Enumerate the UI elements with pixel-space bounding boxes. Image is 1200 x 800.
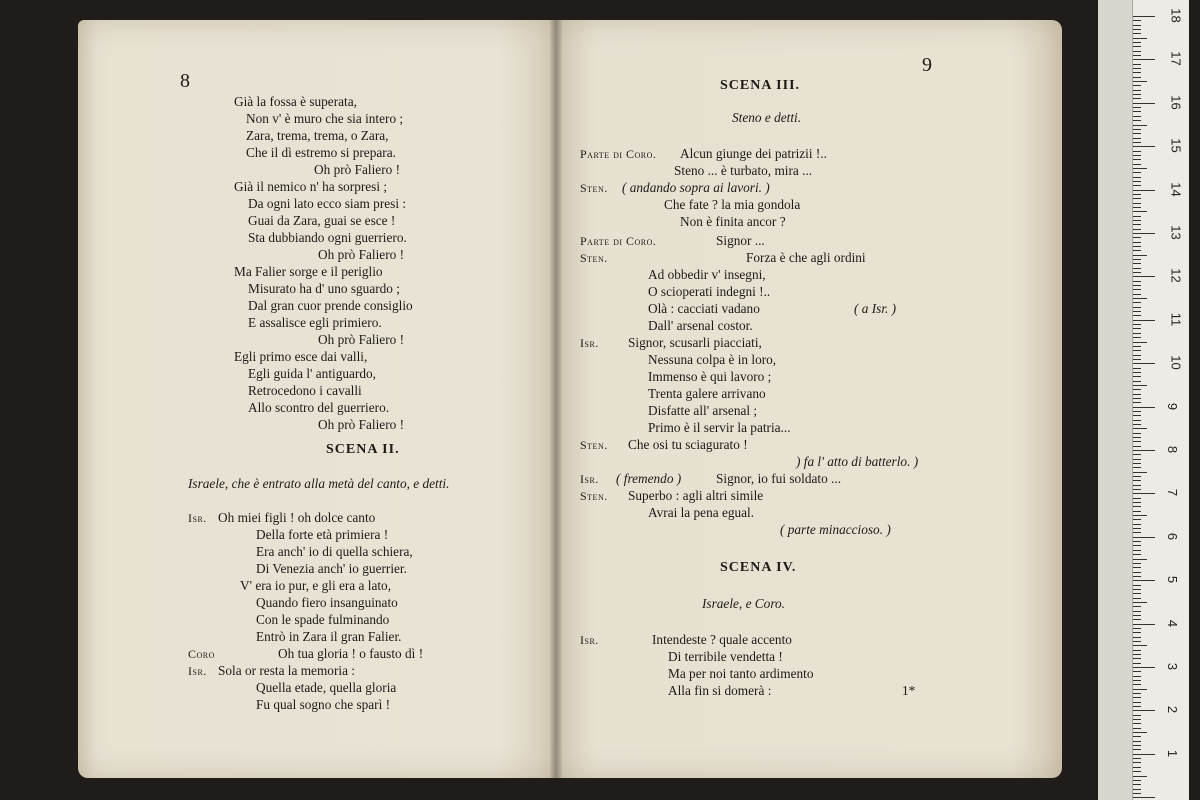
dialogue-line: Non è finita ancor ?: [680, 214, 786, 229]
ruler-tick: [1133, 220, 1141, 221]
speaker: Sten.: [580, 181, 608, 195]
ruler-tick: [1133, 20, 1141, 21]
ruler-tick: [1133, 580, 1155, 581]
ruler-tick: [1133, 168, 1147, 169]
dialogue-line: O scioperati indegni !..: [648, 284, 771, 299]
ruler-tick: [1133, 138, 1141, 139]
ruler-number: 16: [1168, 95, 1184, 110]
ruler-tick: [1133, 72, 1141, 73]
ruler-number: 17: [1168, 51, 1184, 67]
ruler-tick: [1133, 489, 1141, 490]
ruler-tick: [1133, 276, 1155, 277]
ruler-tick: [1133, 94, 1141, 95]
ruler-tick: [1133, 689, 1147, 690]
verse-line: Non v' è muro che sia intero ;: [246, 111, 404, 126]
dialogue-line: Di terribile vendetta !: [668, 649, 783, 664]
ruler-tick: [1133, 667, 1155, 668]
ruler-tick: [1133, 719, 1141, 720]
verse-line: Dal gran cuor prende consiglio: [248, 298, 413, 313]
verse-line: Oh prò Faliero !: [318, 247, 405, 262]
ruler-tick: [1133, 246, 1141, 247]
ruler-tick: [1133, 450, 1155, 451]
ruler-tick: [1133, 585, 1141, 586]
ruler-tick: [1133, 185, 1141, 186]
dialogue-line: Superbo : agli altri simile: [628, 488, 764, 503]
dialogue-line: Olà : cacciati vadano: [648, 301, 760, 316]
ruler-tick: [1133, 107, 1141, 108]
dialogue-line: Oh tua gloria ! o fausto dì !: [278, 646, 424, 661]
speaker: Coro: [188, 647, 215, 661]
ruler-tick: [1133, 307, 1141, 308]
ruler-tick: [1133, 671, 1141, 672]
verse-line: Egli guida l' antiguardo,: [248, 366, 376, 381]
ruler-tick: [1133, 541, 1141, 542]
right-page: [556, 20, 1062, 778]
ruler-tick: [1133, 302, 1141, 303]
speaker: Isr.: [188, 664, 207, 678]
ruler-number: 14: [1168, 181, 1184, 197]
open-book: [78, 20, 1062, 778]
ruler-tick: [1133, 480, 1141, 481]
speaker: Isr.: [188, 511, 207, 525]
ruler-tick: [1133, 437, 1141, 438]
verse-line: Che il dì estremo si prepara.: [246, 145, 396, 160]
ruler-tick: [1133, 563, 1141, 564]
speaker: Isr.: [580, 472, 599, 486]
ruler-tick: [1133, 693, 1141, 694]
ruler-number: 5: [1165, 576, 1181, 584]
dialogue-line: Immenso è qui lavoro ;: [648, 369, 772, 384]
dialogue-line: Alcun giunge dei patrizii !..: [680, 146, 827, 161]
ruler-tick: [1133, 294, 1141, 295]
ruler-tick: [1133, 745, 1141, 746]
page-number-right: 9: [922, 54, 932, 76]
ruler-tick: [1133, 381, 1141, 382]
ruler-tick: [1133, 90, 1141, 91]
ruler-number: 2: [1165, 706, 1181, 714]
ruler-tick: [1133, 780, 1141, 781]
ruler-tick: [1133, 398, 1141, 399]
ruler-tick: [1133, 164, 1141, 165]
ruler-tick: [1133, 376, 1141, 377]
ruler-tick: [1133, 493, 1155, 494]
book-gutter: [550, 20, 562, 778]
ruler-tick: [1133, 77, 1141, 78]
dialogue-line: Signor, scusarli piacciati,: [628, 335, 762, 350]
ruler-tick: [1133, 64, 1141, 65]
ruler-tick: [1133, 368, 1141, 369]
ruler-tick: [1133, 268, 1141, 269]
ruler-number: 8: [1165, 445, 1181, 454]
ruler-tick: [1133, 710, 1155, 711]
ruler-tick: [1133, 572, 1141, 573]
speaker: Parte di Coro.: [580, 234, 657, 248]
ruler-tick: [1133, 311, 1141, 312]
ruler-tick: [1133, 328, 1141, 329]
ruler-tick: [1133, 619, 1141, 620]
ruler-tick: [1133, 281, 1141, 282]
dialogue-line: Di Venezia anch' io guerrier.: [256, 561, 407, 576]
dialogue-line: Quando fiero insanguinato: [256, 595, 398, 610]
ruler-tick: [1133, 532, 1141, 533]
ruler-tick: [1133, 684, 1141, 685]
ruler-tick: [1133, 146, 1155, 147]
ruler-number: 18: [1168, 8, 1184, 23]
ruler-tick: [1133, 151, 1141, 152]
ruler-tick: [1133, 628, 1141, 629]
dialogue-line: Disfatte all' arsenal ;: [648, 403, 758, 418]
ruler-tick: [1133, 485, 1141, 486]
ruler-tick: [1133, 59, 1155, 60]
verse-line: Misurato ha d' uno sguardo ;: [248, 281, 400, 296]
ruler-tick: [1133, 676, 1141, 677]
dialogue-line: Signor ...: [716, 233, 765, 248]
ruler-tick: [1133, 632, 1141, 633]
ruler-tick: [1133, 654, 1141, 655]
dialogue-line: Steno ... è turbato, mira ...: [674, 163, 813, 178]
ruler-tick: [1133, 242, 1141, 243]
ruler-tick: [1133, 776, 1147, 777]
stage-direction: ( a Isr. ): [854, 301, 897, 316]
ruler-tick: [1133, 767, 1141, 768]
speaker: Sten.: [580, 438, 608, 452]
ruler-tick: [1133, 55, 1141, 56]
ruler-number: 12: [1168, 268, 1184, 284]
verse-line: Già il nemico n' ha sorpresi ;: [234, 179, 388, 194]
ruler-tick: [1133, 142, 1141, 143]
ruler-tick: [1133, 476, 1141, 477]
ruler-tick: [1133, 320, 1155, 321]
scene-heading: SCENA III.: [720, 78, 801, 93]
background-strip: [1098, 0, 1132, 800]
ruler-tick: [1133, 255, 1147, 256]
stage-direction: ( andando sopra ai lavori. ): [622, 180, 770, 195]
dialogue-line: Signor, io fui soldato ...: [716, 471, 842, 486]
ruler-tick: [1133, 38, 1147, 39]
ruler-tick: [1133, 433, 1141, 434]
ruler-tick: [1133, 190, 1155, 191]
ruler-tick: [1133, 289, 1141, 290]
ruler-tick: [1133, 793, 1141, 794]
ruler-number: 10: [1168, 355, 1184, 370]
ruler-number: 7: [1165, 489, 1181, 497]
dialogue-line: Che fate ? la mia gondola: [664, 197, 801, 212]
dialogue-line: Della forte età primiera !: [256, 527, 389, 542]
verse-line: E assalisce egli primiero.: [248, 315, 382, 330]
ruler-tick: [1133, 350, 1141, 351]
signature-mark: 1*: [902, 683, 916, 698]
dialogue-line: Intendeste ? quale accento: [652, 632, 792, 647]
ruler-tick: [1133, 598, 1141, 599]
ruler-tick: [1133, 402, 1141, 403]
dialogue-line: Trenta galere arrivano: [648, 386, 766, 401]
ruler-number: 9: [1165, 402, 1181, 410]
ruler-tick: [1133, 593, 1141, 594]
ruler-tick: [1133, 233, 1155, 234]
verse-line: Oh prò Faliero !: [314, 162, 401, 177]
ruler-tick: [1133, 159, 1141, 160]
ruler-tick: [1133, 723, 1141, 724]
verse-line: Oh prò Faliero !: [318, 332, 405, 347]
ruler-tick: [1133, 511, 1141, 512]
stage-direction: ) fa l' atto di batterlo. ): [796, 454, 919, 469]
ruler-tick: [1133, 111, 1141, 112]
ruler-tick: [1133, 125, 1147, 126]
ruler-tick: [1133, 207, 1141, 208]
ruler-tick: [1133, 407, 1155, 408]
ruler-tick: [1133, 250, 1141, 251]
ruler-tick: [1133, 411, 1141, 412]
ruler-tick: [1133, 428, 1147, 429]
dialogue-line: Era anch' io di quella schiera,: [256, 544, 413, 559]
verse-line: Allo scontro del guerriero.: [248, 400, 390, 415]
ruler-tick: [1133, 333, 1141, 334]
ruler-tick: [1133, 372, 1141, 373]
speaker: Isr.: [580, 336, 599, 350]
ruler-tick: [1133, 42, 1141, 43]
ruler-tick: [1133, 346, 1141, 347]
ruler-tick: [1133, 754, 1155, 755]
ruler-tick: [1133, 736, 1141, 737]
scene-direction: Steno e detti.: [732, 110, 802, 125]
ruler-tick: [1133, 741, 1141, 742]
ruler-tick: [1133, 637, 1141, 638]
ruler-tick: [1133, 537, 1155, 538]
ruler-tick: [1133, 515, 1147, 516]
verse-line: Già la fossa è superata,: [234, 94, 357, 109]
verse-line: Guai da Zara, guai se esce !: [248, 213, 396, 228]
dialogue-line: Alla fin si domerà :: [668, 683, 772, 698]
ruler-number: 3: [1165, 662, 1181, 671]
ruler-tick: [1133, 103, 1155, 104]
ruler-tick: [1133, 363, 1155, 364]
ruler-number: 15: [1168, 138, 1184, 153]
ruler-number: 13: [1168, 225, 1184, 240]
stage-direction: ( parte minaccioso. ): [780, 522, 891, 537]
ruler-tick: [1133, 415, 1141, 416]
ruler-tick: [1133, 498, 1141, 499]
ruler-tick: [1133, 680, 1141, 681]
ruler-tick: [1133, 658, 1141, 659]
ruler-tick: [1133, 606, 1141, 607]
stage-direction: ( fremendo ): [616, 471, 682, 486]
ruler-tick: [1133, 706, 1141, 707]
ruler-tick: [1133, 650, 1141, 651]
ruler-tick: [1133, 259, 1141, 260]
dialogue-line: Che osi tu sciagurato !: [628, 437, 748, 452]
ruler-tick: [1133, 203, 1141, 204]
ruler-tick: [1133, 758, 1141, 759]
dialogue-line: Ad obbedir v' insegni,: [648, 267, 766, 282]
dialogue-line: Entrò in Zara il gran Falier.: [256, 629, 402, 644]
ruler-tick: [1133, 85, 1141, 86]
ruler-tick: [1133, 98, 1141, 99]
ruler-tick: [1133, 697, 1141, 698]
dialogue-line: Oh miei figli ! oh dolce canto: [218, 510, 376, 525]
ruler-tick: [1133, 394, 1141, 395]
ruler-tick: [1133, 784, 1141, 785]
speaker: Sten.: [580, 489, 608, 503]
ruler-tick: [1133, 467, 1141, 468]
ruler-tick: [1133, 624, 1155, 625]
ruler-tick: [1133, 519, 1141, 520]
ruler-tick: [1133, 524, 1141, 525]
verse-line: Egli primo esce dai valli,: [234, 349, 368, 364]
ruler-tick: [1133, 337, 1141, 338]
ruler-tick: [1133, 611, 1141, 612]
ruler-tick: [1133, 237, 1141, 238]
ruler-tick: [1133, 315, 1141, 316]
ruler-tick: [1133, 389, 1141, 390]
ruler-tick: [1133, 177, 1141, 178]
speaker: Isr.: [580, 633, 599, 647]
ruler-tick: [1133, 506, 1141, 507]
verse-line: Ma Falier sorge e il periglio: [234, 264, 383, 279]
ruler-tick: [1133, 589, 1141, 590]
ruler-tick: [1133, 762, 1141, 763]
ruler-tick: [1133, 198, 1141, 199]
ruler-tick: [1133, 702, 1141, 703]
verse-line: Retrocedono i cavalli: [248, 383, 362, 398]
ruler-number: 4: [1165, 619, 1181, 627]
ruler-tick: [1133, 355, 1141, 356]
scene-heading: SCENA IV.: [720, 560, 797, 575]
dialogue-line: Sola or resta la memoria :: [218, 663, 355, 678]
dialogue-line: V' era io pur, e gli era a lato,: [240, 578, 392, 593]
ruler-tick: [1133, 129, 1141, 130]
dialogue-line: Quella etade, quella gloria: [256, 680, 397, 695]
ruler-tick: [1133, 194, 1141, 195]
ruler-tick: [1133, 502, 1141, 503]
ruler-tick: [1133, 749, 1141, 750]
ruler-tick: [1133, 459, 1141, 460]
ruler-tick: [1133, 211, 1147, 212]
left-page: [78, 20, 556, 778]
ruler-tick: [1133, 463, 1141, 464]
ruler-tick: [1133, 133, 1141, 134]
ruler-tick: [1133, 797, 1155, 798]
scene-heading: SCENA II.: [326, 442, 400, 457]
ruler-tick: [1133, 46, 1141, 47]
ruler-tick: [1133, 771, 1141, 772]
dialogue-line: Nessuna colpa è in loro,: [648, 352, 777, 367]
ruler-tick: [1133, 615, 1141, 616]
ruler-tick: [1133, 663, 1141, 664]
ruler-tick: [1133, 298, 1147, 299]
ruler-tick: [1133, 420, 1141, 421]
ruler-tick: [1133, 550, 1141, 551]
ruler-tick: [1133, 554, 1141, 555]
ruler-tick: [1133, 567, 1141, 568]
ruler-tick: [1133, 728, 1141, 729]
dialogue-line: Dall' arsenal costor.: [648, 318, 753, 333]
scene-direction: Israele, che è entrato alla metà del canto, e detti.: [188, 476, 450, 491]
ruler-number: 6: [1165, 532, 1181, 540]
ruler-tick: [1133, 576, 1141, 577]
ruler-tick: [1133, 272, 1141, 273]
ruler-tick: [1133, 68, 1141, 69]
speaker: Sten.: [580, 251, 608, 265]
dialogue-line: Con le spade fulminando: [256, 612, 390, 627]
ruler-tick: [1133, 155, 1141, 156]
verse-line: Sta dubbiando ogni guerriero.: [248, 230, 407, 245]
scene-direction: Israele, e Coro.: [702, 596, 785, 611]
ruler-tick: [1133, 263, 1141, 264]
ruler-tick: [1133, 545, 1141, 546]
ruler-tick: [1133, 324, 1141, 325]
ruler-tick: [1133, 732, 1147, 733]
ruler-tick: [1133, 528, 1141, 529]
dialogue-line: Avrai la pena egual.: [648, 505, 755, 520]
ruler-tick: [1133, 33, 1141, 34]
ruler-tick: [1133, 181, 1141, 182]
ruler-tick: [1133, 645, 1147, 646]
ruler-tick: [1133, 359, 1141, 360]
dialogue-line: Fu qual sogno che sparì !: [256, 697, 391, 712]
ruler-tick: [1133, 559, 1147, 560]
ruler-number: 11: [1168, 312, 1184, 327]
ruler-tick: [1133, 29, 1141, 30]
ruler-tick: [1133, 441, 1141, 442]
verse-line: Oh prò Faliero !: [318, 417, 405, 432]
dialogue-line: Forza è che agli ordini: [746, 250, 866, 265]
ruler-tick: [1133, 216, 1141, 217]
speaker: Parte di Coro.: [580, 147, 657, 161]
ruler-tick: [1133, 789, 1141, 790]
verse-line: Zara, trema, trema, o Zara,: [246, 128, 389, 143]
ruler-tick: [1133, 224, 1141, 225]
ruler-tick: [1133, 641, 1141, 642]
ruler-tick: [1133, 16, 1155, 17]
ruler-tick: [1133, 116, 1141, 117]
ruler-tick: [1133, 385, 1147, 386]
dialogue-line: Ma per noi tanto ardimento: [668, 666, 814, 681]
ruler-tick: [1133, 120, 1141, 121]
ruler-tick: [1133, 81, 1147, 82]
ruler-tick: [1133, 424, 1141, 425]
verse-line: Da ogni lato ecco siam presi :: [248, 196, 407, 211]
ruler-tick: [1133, 715, 1141, 716]
dialogue-line: Primo è il servir la patria...: [648, 420, 791, 435]
ruler-tick: [1133, 472, 1147, 473]
ruler-tick: [1133, 25, 1141, 26]
ruler-tick: [1133, 602, 1147, 603]
ruler-tick: [1133, 342, 1147, 343]
ruler-tick: [1133, 454, 1141, 455]
page-number-left: 8: [180, 70, 190, 92]
measuring-ruler: [1132, 0, 1189, 800]
ruler-number: 1: [1165, 749, 1181, 757]
ruler-tick: [1133, 285, 1141, 286]
ruler-tick: [1133, 446, 1141, 447]
ruler-tick: [1133, 172, 1141, 173]
ruler-tick: [1133, 51, 1141, 52]
ruler-tick: [1133, 229, 1141, 230]
